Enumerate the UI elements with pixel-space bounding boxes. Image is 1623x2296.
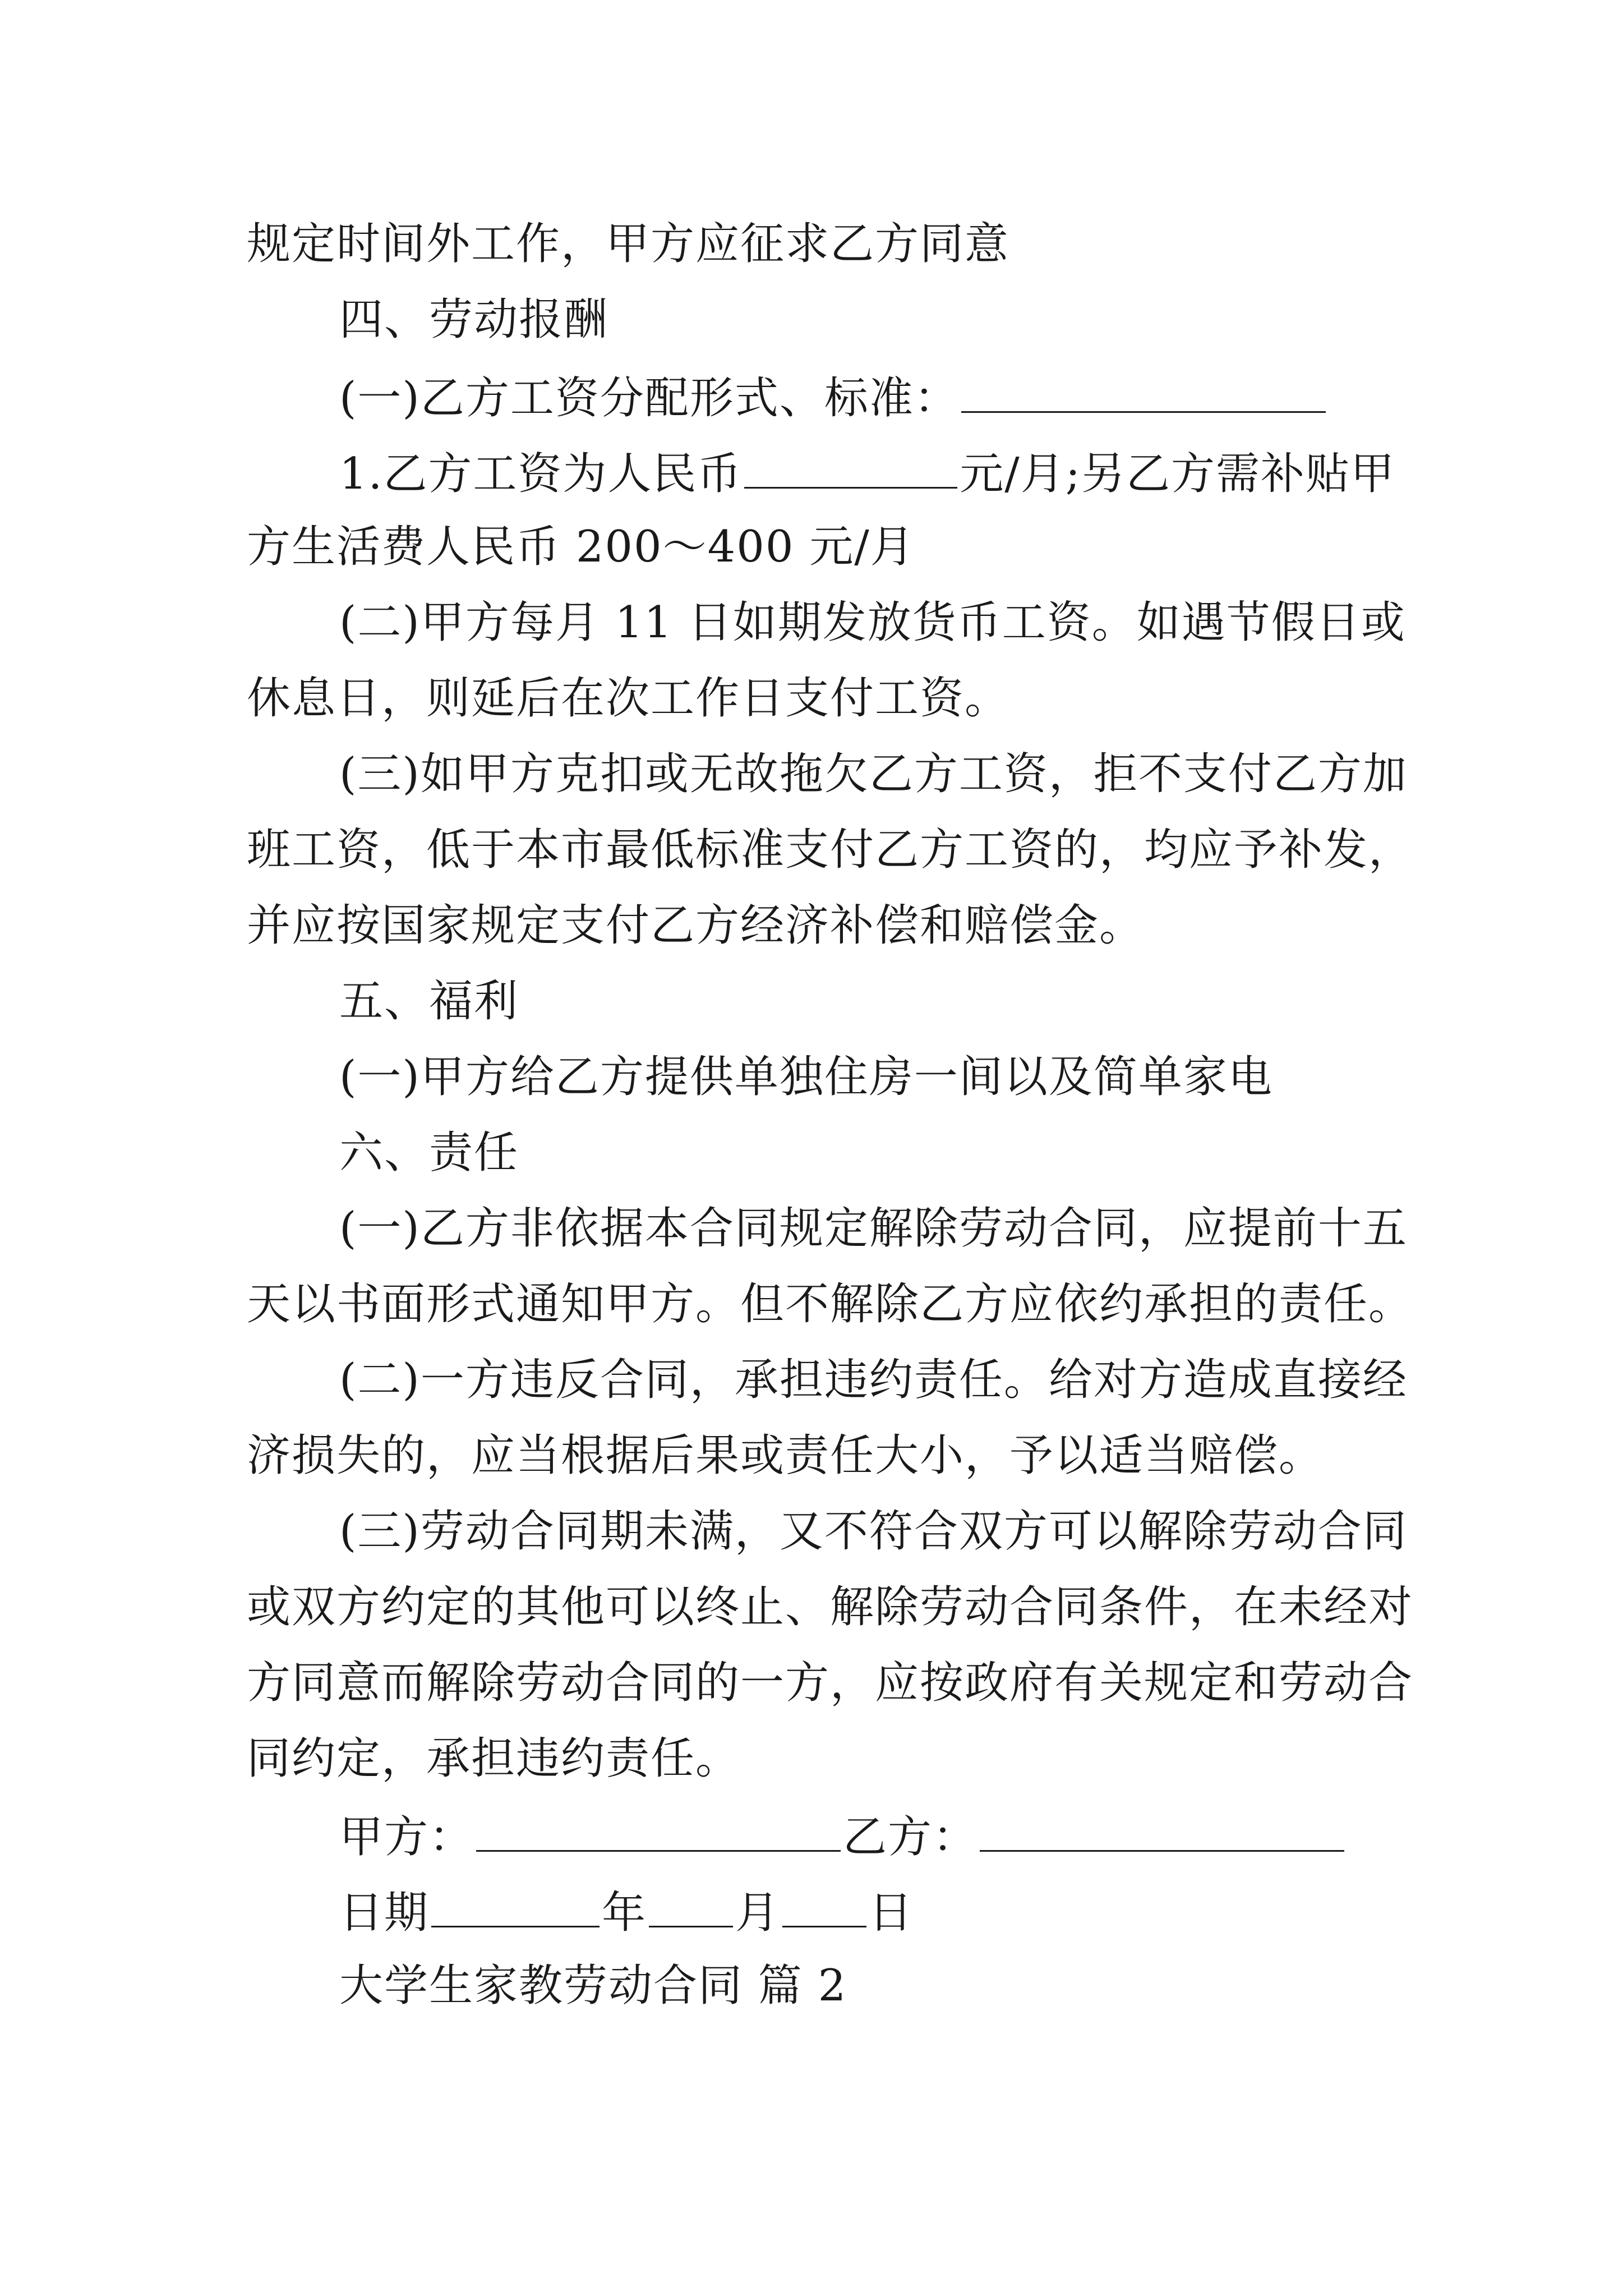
text-line [339,443,1395,502]
party-a-label: 甲方： [339,1812,474,1862]
party-a-blank [476,1806,841,1852]
fill-in-blank [961,367,1326,413]
text-span: 方生活费人民币 200～400 元/月 [247,522,915,572]
text-span: 班工资，低于本市最低标准支付乙方工资的，均应予补发， [247,825,1414,875]
text-line [339,1049,1273,1105]
text-line [339,367,1328,426]
text-span: (二)甲方每月 11 日如期发放货币工资。如遇节假日或 [339,597,1406,648]
year-blank [431,1882,600,1927]
text-span: 五、福利 [339,976,519,1027]
signature-line [339,1806,1347,1865]
text-line [247,519,915,575]
party-b-blank [980,1806,1344,1852]
fill-in-blank [744,443,957,489]
text-line [247,1579,1413,1635]
section-heading [339,292,608,348]
party-b-label: 乙方： [843,1812,978,1862]
text-line [247,822,1413,878]
text-line [247,898,1144,954]
text-span: 休息日，则延后在次工作日支付工资。 [247,673,1010,724]
text-span: 方同意而解除劳动合同的一方，应按政府有关规定和劳动合 [247,1658,1414,1708]
text-line [339,1352,1408,1408]
text-line [247,1731,740,1787]
text-span: 天以书面形式通知甲方。但不解除乙方应依约承担的责任。 [247,1279,1414,1329]
date-line [339,1882,914,1941]
text-span: 济损失的，应当根据后果或责任大小，予以适当赔偿。 [247,1430,1324,1481]
text-line [247,1276,1413,1332]
text-line [339,1503,1408,1559]
date-label: 日期 [339,1888,430,1938]
month-label: 月 [735,1888,781,1938]
day-label: 日 [869,1888,914,1938]
text-span: (三)劳动合同期未满，又不符合双方可以解除劳动合同 [339,1506,1408,1557]
text-span: 并应按国家规定支付乙方经济补偿和赔偿金。 [247,900,1145,951]
text-span: (一)甲方给乙方提供单独住房一间以及简单家电 [339,1052,1273,1102]
section-heading [339,973,519,1029]
text-span: (一)乙方工资分配形式、标准： [339,373,959,424]
text-span: 元/月;另乙方需补贴甲 [960,449,1395,499]
text-span: 四、劳动报酬 [339,295,609,345]
year-label: 年 [602,1888,647,1938]
text-line [247,670,1009,726]
day-blank [782,1882,866,1927]
month-blank [649,1882,733,1927]
text-span: 规定时间外工作，甲方应征求乙方同意 [247,219,1010,269]
text-span: (三)如甲方克扣或无故拖欠乙方工资，拒不支付乙方加 [339,749,1408,799]
text-span: 1.乙方工资为人民币 [339,449,743,499]
text-line [247,1428,1324,1484]
text-span: 六、责任 [339,1128,519,1178]
text-line [339,595,1406,651]
text-span: 或双方约定的其他可以终止、解除劳动合同条件，在未经对 [247,1582,1414,1632]
section-heading [339,1125,519,1181]
text-line [247,216,1009,272]
text-span: (一)乙方非依据本合同规定解除劳动合同，应提前十五 [339,1203,1408,1254]
next-section-title [339,1958,847,2014]
text-line [247,1655,1413,1711]
text-line [339,746,1408,802]
text-line [339,1200,1408,1257]
text-span: 大学生家教劳动合同 篇 2 [339,1961,847,2011]
text-span: 同约定，承担违约责任。 [247,1733,741,1784]
text-span: (二)一方违反合同，承担违约责任。给对方造成直接经 [339,1355,1408,1405]
